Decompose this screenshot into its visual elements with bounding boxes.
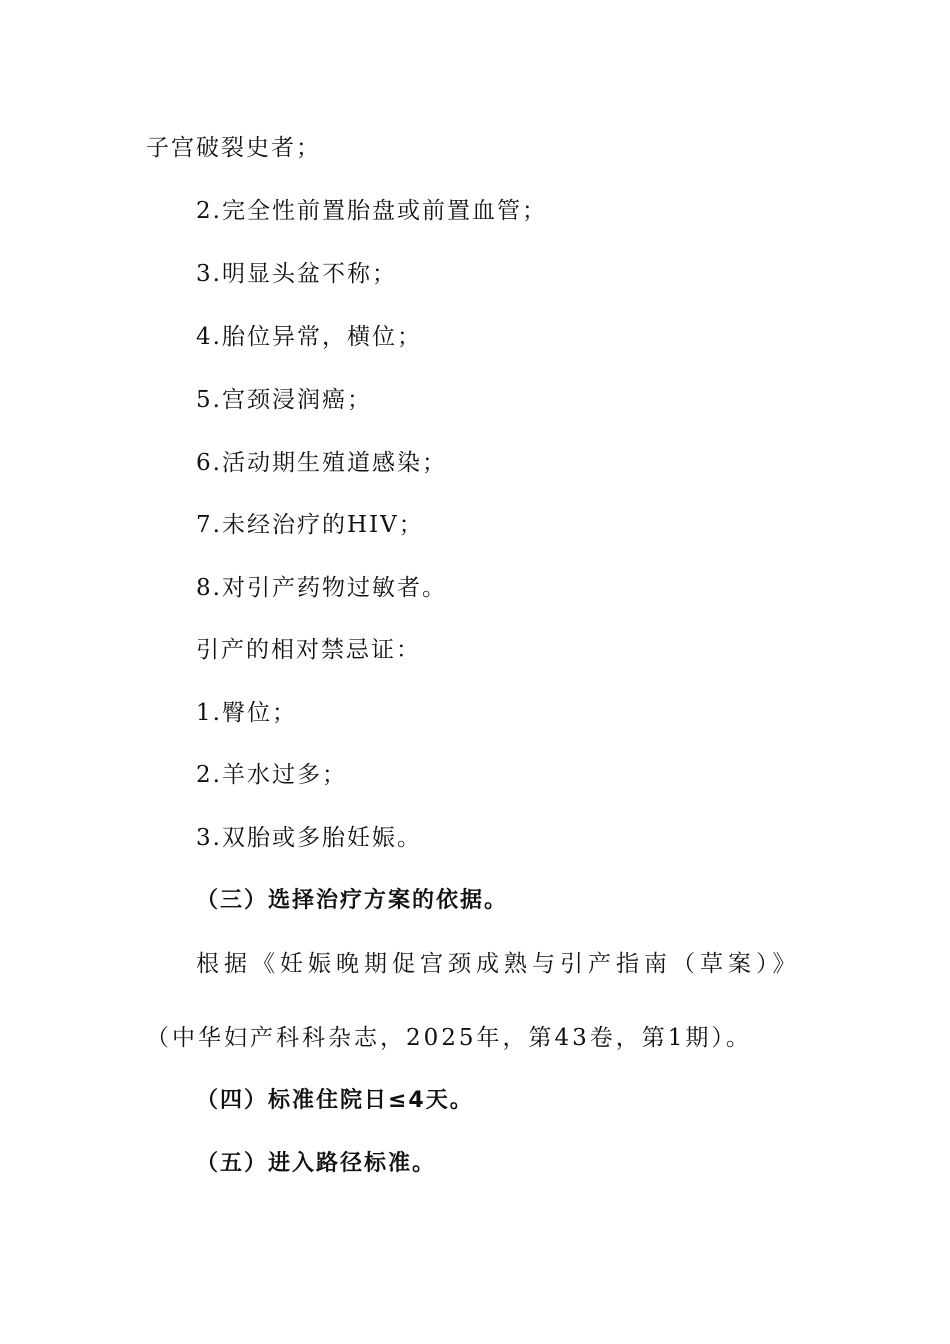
list-item: 4.胎位异常，横位； [196,324,422,350]
list-item: 8.对引产药物过敏者。 [196,575,447,601]
list-item: 2.羊水过多； [196,762,347,788]
section-3-body-continued: （中华妇产科科杂志，2025年，第43卷，第1期）。 [146,1025,752,1051]
text-line: 子宫破裂史者； [146,135,321,161]
section-4-heading: （四）标准住院日≤4天。 [196,1088,474,1113]
section-5-heading: （五）进入路径标准。 [196,1151,437,1176]
list-item: 5.宫颈浸润癌； [196,387,372,413]
section-3-heading: （三）选择治疗方案的依据。 [196,888,509,913]
list-item: 3.明显头盆不称； [196,261,397,287]
list-item: 6.活动期生殖道感染； [196,450,447,476]
list-item: 7.未经治疗的HIV； [196,512,424,538]
section-3-body: 根据《妊娠晚期促宫颈成熟与引产指南（草案）》 [196,951,801,977]
list-item: 3.双胎或多胎妊娠。 [196,825,422,851]
list-item: 1.臀位； [196,700,297,726]
subheading: 引产的相对禁忌证： [196,637,421,663]
list-item: 2.完全性前置胎盘或前置血管； [196,198,547,224]
